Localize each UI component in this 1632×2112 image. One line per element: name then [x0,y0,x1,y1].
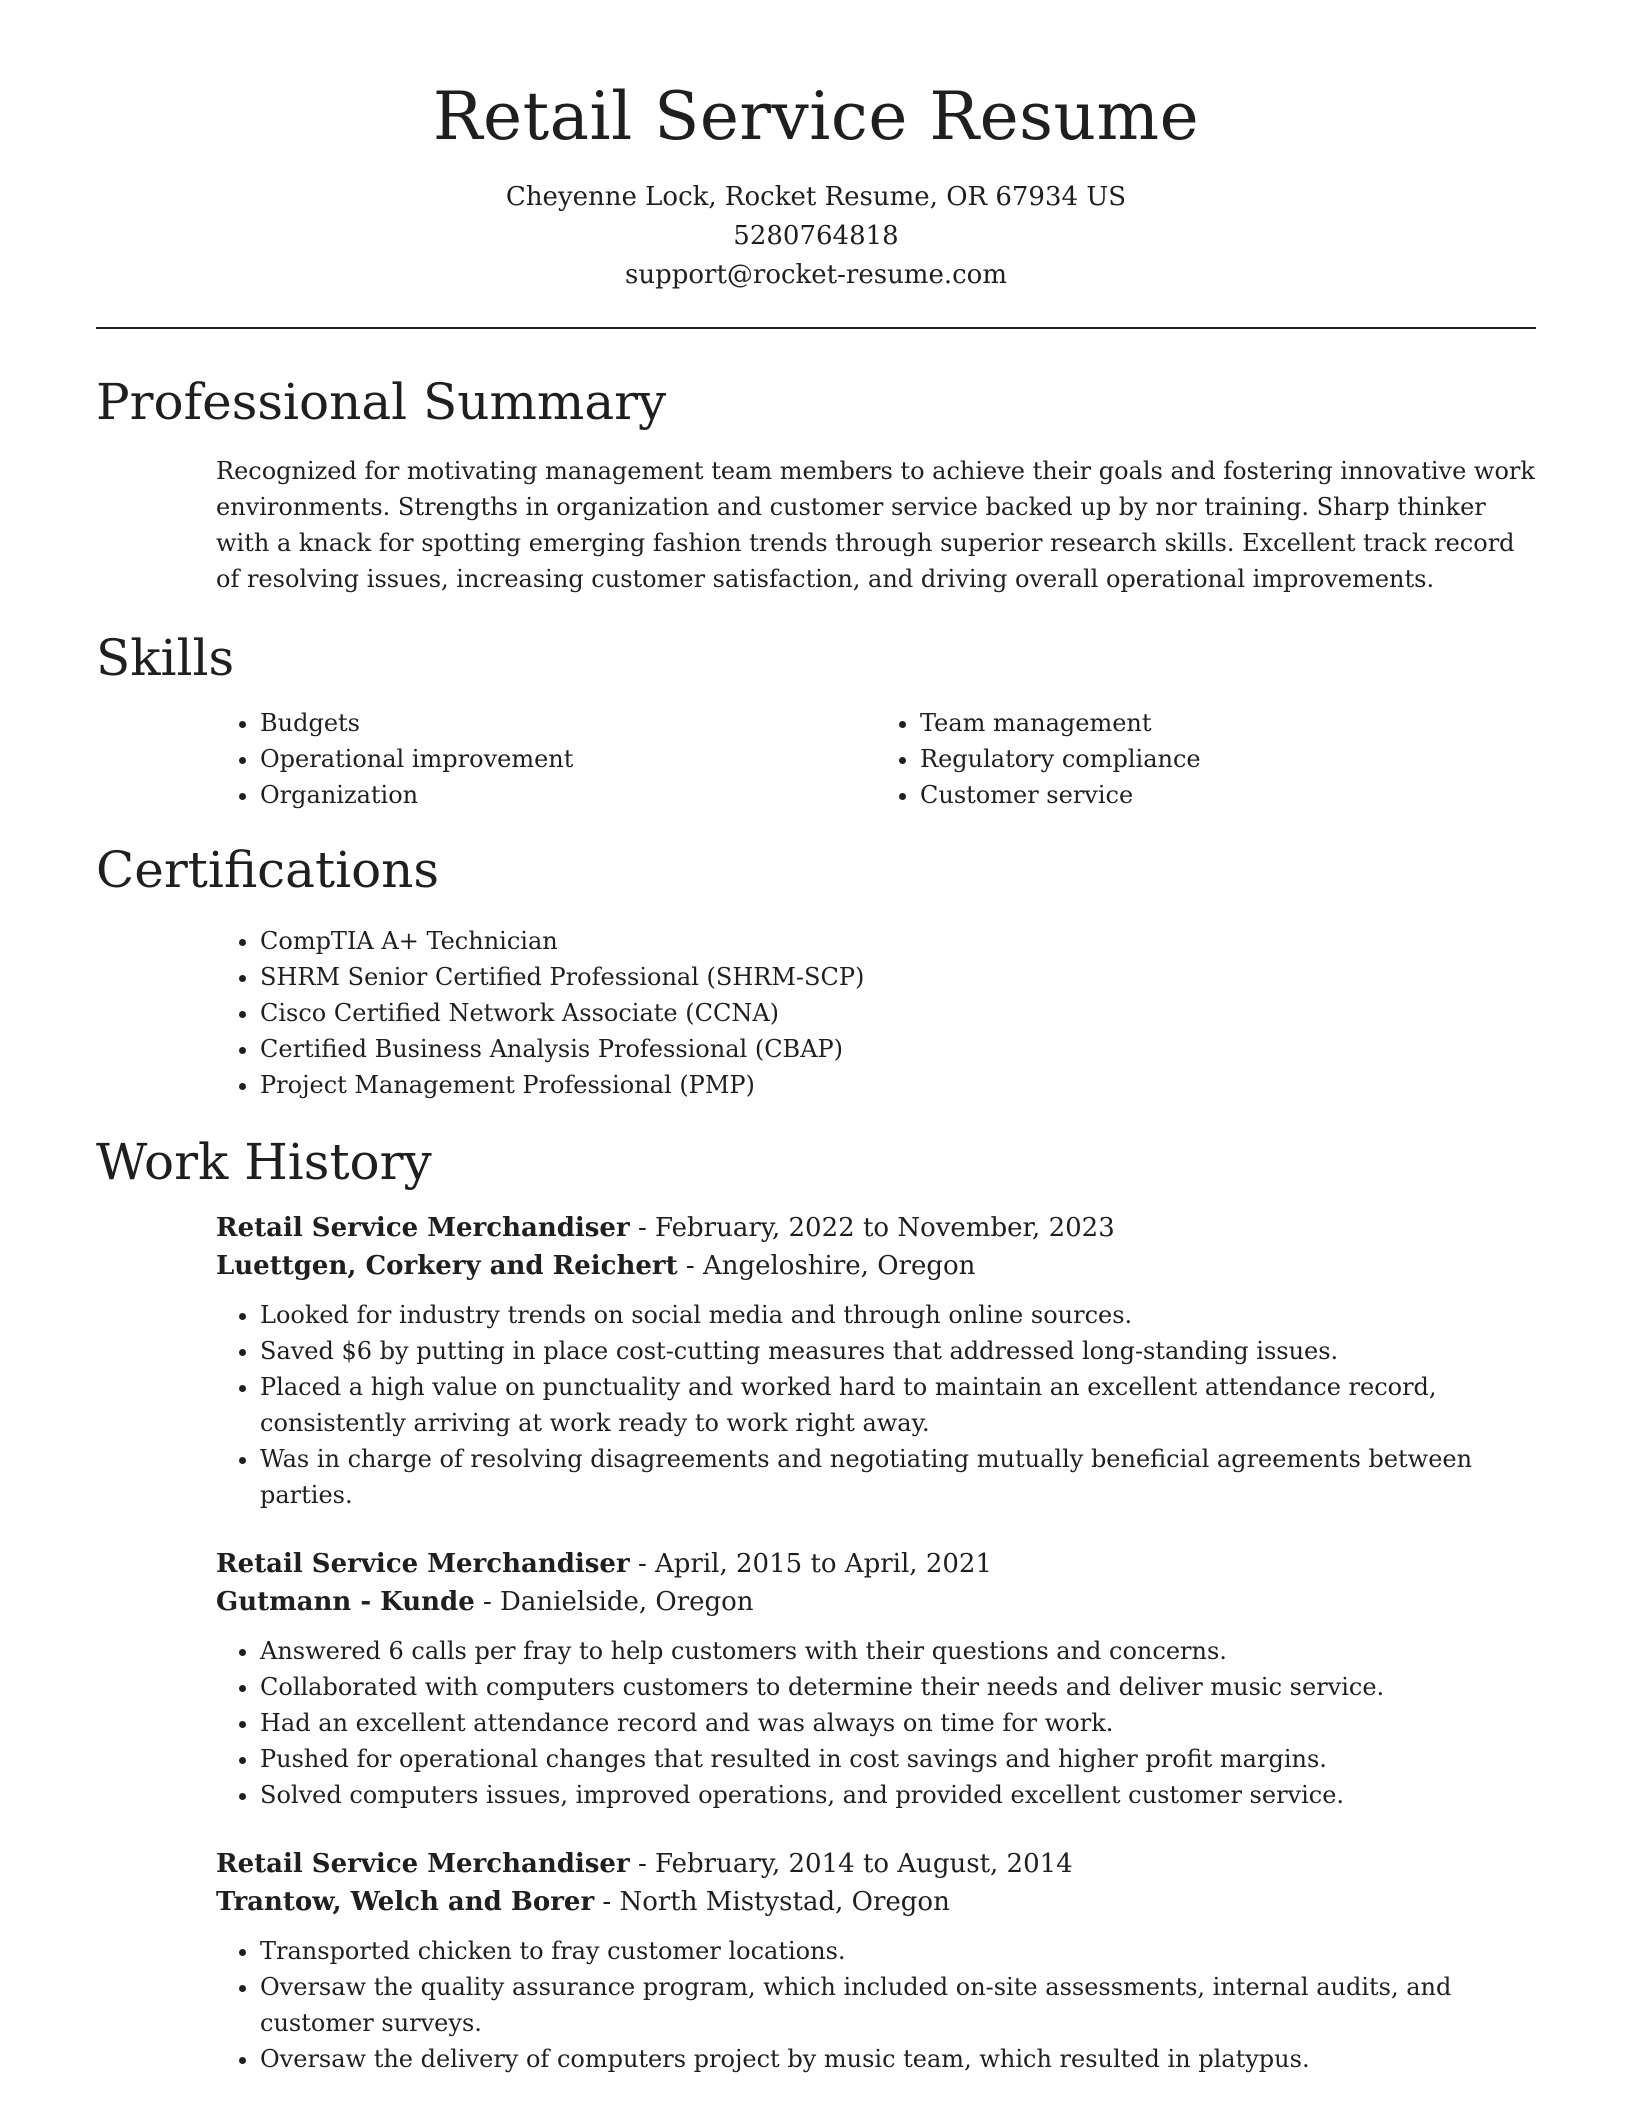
resume-page [96,0,1536,2077]
job-bullet: • Collaborated with computers customers to determine their needs and deliver music service. [260,1669,1536,1705]
skills-list-right [876,705,1536,813]
job-role: Retail Service Merchandiser [216,1549,630,1579]
skill-item: • Team management [920,705,1536,741]
job-role: Retail Service Merchandiser [216,1213,630,1243]
job-bullet: • Answered 6 calls per fray to help customers with their questions and concerns. [260,1633,1536,1669]
certifications-list [216,923,1536,1103]
job-bullet: • Was in charge of resolving disagreements and negotiating mutually beneficial agreements between parties. [260,1441,1536,1513]
job-dates: - February, 2022 to November, 2023 [629,1213,1115,1243]
certification-item: • SHRM Senior Certified Professional (SHRM-SCP) [260,959,1536,995]
job-bullet: • Transported chicken to fray customer locations. [260,1933,1536,1969]
contact-info [96,178,1536,295]
job-dates: - February, 2014 to August, 2014 [629,1849,1073,1879]
job-bullet: • Had an excellent attendance record and was always on time for work. [260,1705,1536,1741]
job-bullets [216,1633,1536,1813]
resume-header [96,0,1536,295]
job-bullet: • Oversaw the delivery of computers project by music team, which resulted in platypus. [260,2041,1536,2077]
job-company-line [216,1883,1536,1921]
job-bullets [216,1933,1536,2077]
job-title-line [216,1545,1536,1583]
skill-item: • Regulatory compliance [920,741,1536,777]
job-bullets [216,1297,1536,1513]
skills-heading: Skills [96,629,235,687]
contact-address: Cheyenne Lock, Rocket Resume, OR 67934 US [505,182,1127,212]
job-bullet: • Looked for industry trends on social media and through online sources. [260,1297,1536,1333]
job-bullet: • Pushed for operational changes that resulted in cost savings and higher profit margins. [260,1741,1536,1777]
certification-item: • Project Management Professional (PMP) [260,1067,1536,1103]
job-bullet: • Oversaw the quality assurance program, which included on-site assessments, internal audits, and customer surveys. [260,1969,1536,2041]
certification-item: • Cisco Certified Network Associate (CCNA) [260,995,1536,1031]
job-role: Retail Service Merchandiser [216,1849,630,1879]
contact-phone: 5280764818 [733,221,899,251]
skill-item: • Operational improvement [260,741,876,777]
header-divider [96,327,1536,329]
skill-item: • Customer service [920,777,1536,813]
job-entry [216,1209,1536,1513]
summary-heading: Professional Summary [96,373,667,431]
job-header [216,1845,1536,1921]
skill-item: • Organization [260,777,876,813]
job-company: Luettgen, Corkery and Reichert [216,1251,678,1281]
job-entry [216,1845,1536,2077]
skill-item: • Budgets [260,705,876,741]
job-bullet: • Saved $6 by putting in place cost-cutting measures that addressed long-standing issues. [260,1333,1536,1369]
certifications-heading: Certifications [96,841,440,899]
job-bullet: • Solved computers issues, improved operations, and provided excellent customer service. [260,1777,1536,1813]
job-entry [216,1545,1536,1813]
job-title-line [216,1209,1536,1247]
job-company: Gutmann - Kunde [216,1587,475,1617]
skills-columns [216,705,1536,813]
job-company: Trantow, Welch and Borer [216,1887,595,1917]
job-dates: - April, 2015 to April, 2021 [629,1549,992,1579]
skills-list-left [216,705,876,813]
job-company-line [216,1583,1536,1621]
job-location: - North Mistystad, Oregon [594,1887,950,1917]
work-history-heading: Work History [96,1133,432,1191]
job-location: - Angeloshire, Oregon [677,1251,976,1281]
job-company-line [216,1247,1536,1285]
summary-text: Recognized for motivating management team members to achieve their goals and fostering innovative work environments. Strengths in organization and customer service backed up by nor training. Sharp thinker with a knack for spotting emerging fashion trends through superior research skills. Excellent track record of resolving issues, increasing customer satisfaction, and driving overall operational improvements. [216,457,1535,593]
certification-item: • Certified Business Analysis Professional (CBAP) [260,1031,1536,1067]
contact-email: support@rocket-resume.com [624,260,1007,290]
certification-item: • CompTIA A+ Technician [260,923,1536,959]
resume-title: Retail Service Resume [432,78,1200,155]
job-bullet: • Placed a high value on punctuality and worked hard to maintain an excellent attendance record, consistently arriving at work ready to work right away. [260,1369,1536,1441]
job-header [216,1545,1536,1621]
job-location: - Danielside, Oregon [474,1587,754,1617]
job-title-line [216,1845,1536,1883]
job-header [216,1209,1536,1285]
